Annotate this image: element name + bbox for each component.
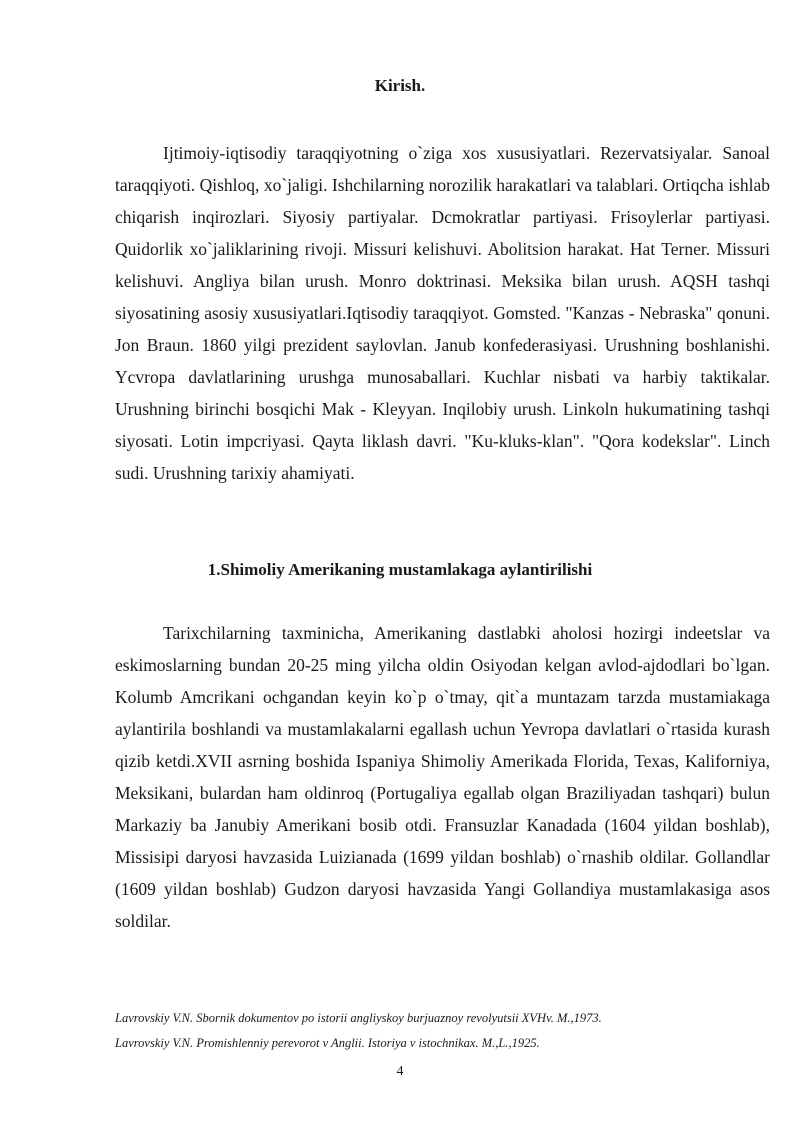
page-title: Kirish.: [374, 76, 426, 95]
footnote-2: Lavrovskiy V.N. Promishlenniy perevorot v Anglii. Istoriya v istochnikax. M.,L.,1925.: [115, 1036, 540, 1050]
footnotes: [115, 1006, 785, 1056]
section-paragraph: Tarixchilarning taxminicha, Amerikaning dastlabki aholosi hozirgi indeetslar va eskimoslarning bundan 20-25 ming yilcha oldin Osiyodan kelgan avlod-ajdodlari bo`lgan. Kolumb Amcrikani ochgandan keyin ko`p o`tmay, qit`a muntazam tarzda mustamiakaga aylantirila boshlandi va mustamlakalarni egallash uchun Yevropa davlatlari o`rtasida kurash qizib ketdi.XVII asrning boshida Ispaniya Shimoliy Amerikada Florida, Texas, Kaliforniya, Meksikani, bulardan ham oldinroq (Portugaliya egallab olgan Braziliyadan tashqari) bulun Markaziy ba Janubiy Amerikani bosib otdi. Fransuzlar Kanadada (1604 yildan boshlab), Missisipi daryosi havzasida Luizianada (1699 yildan boshlab) o`rnashib oldilar. Gollandlar (1609 yildan boshlab) Gudzon daryosi havzasida Yangi Gollandiya mustamlakasiga asos soldilar.: [115, 623, 770, 931]
footnote-1: Lavrovskiy V.N. Sbornik dokumentov po istorii angliyskoy burjuaznoy revolyutsii XVHv. M.,1973.: [115, 1011, 602, 1025]
intro-paragraph: Ijtimoiy-iqtisodiy taraqqiyotning o`ziga xos xususiyatlari. Rezervatsiyalar. Sanoal taraqqiyoti. Qishloq, xo`jaligi. Ishchilarning norozilik harakatlari va talablari. Ortiqcha ishlab chiqarish inqirozlari. Siyosiy partiyalar. Dcmokratlar partiyasi. Frisoylerlar partiyasi. Quidorlik xo`jaliklarining rivoji. Missuri kelishuvi. Abolitsion harakat. Hat Terner. Missuri kelishuvi. Angliya bilan urush. Monro doktrinasi. Meksika bilan urush. AQSH tashqi siyosatining asosiy xususiyatlari.Iqtisodiy taraqqiyot. Gomsted. "Kanzas - Nebraska" qonuni. Jon Braun. 1860 yilgi prezident saylovlan. Janub konfederasiyasi. Urushning boshlanishi. Ycvropa davlatlarining urushga munosaballari. Kuchlar nisbati va harbiy taktikalar. Urushning birinchi bosqichi Mak - Kleyyan. Inqilobiy urush. Linkoln hukumatining tashqi siyosati. Lotin impcriyasi. Qayta liklash davri. "Ku-kluks-klan". "Qora kodekslar". Linch sudi. Urushning tarixiy ahamiyati.: [115, 143, 770, 483]
page-number: 4: [396, 1064, 404, 1079]
section-heading: 1.Shimoliy Amerikaning mustamlakaga aylantirilishi: [207, 560, 593, 579]
